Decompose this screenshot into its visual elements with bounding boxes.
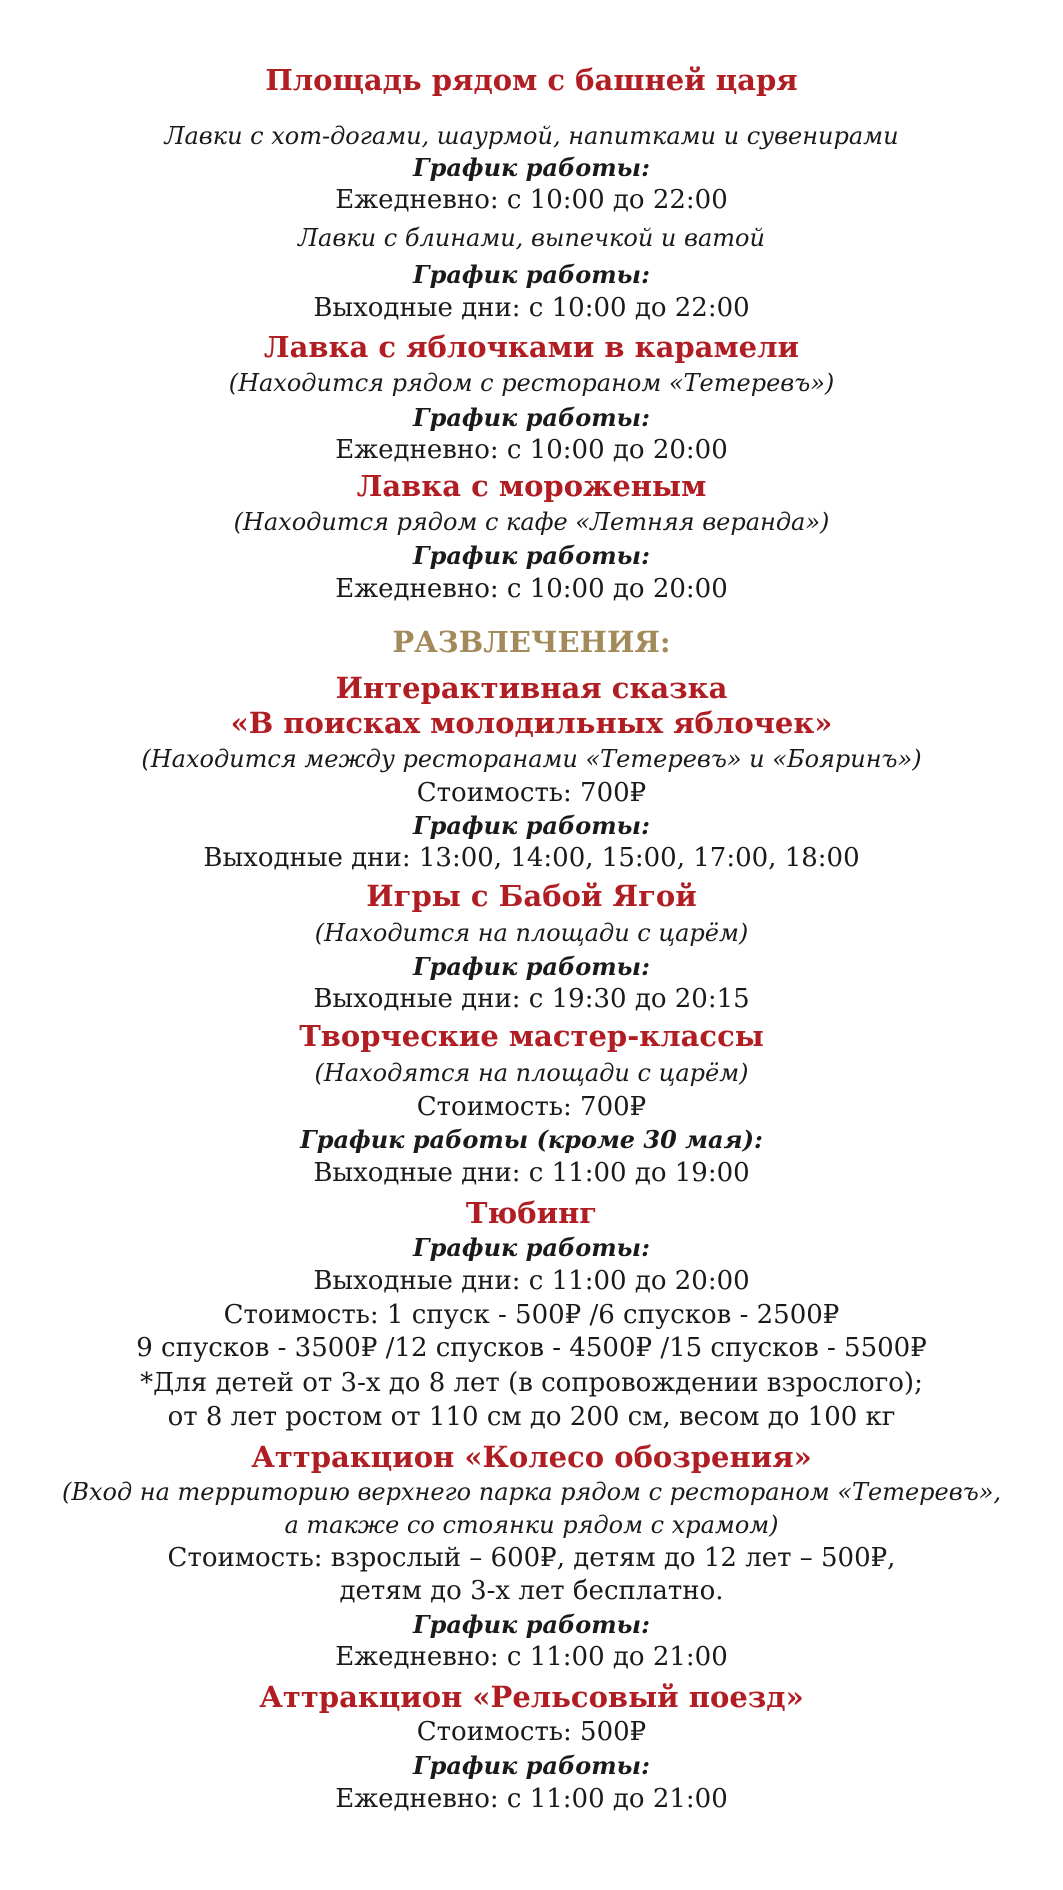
location-note: (Находится рядом с кафе «Летняя веранда») xyxy=(233,508,830,536)
location-note: (Вход на территорию верхнего парка рядом с рестораном «Тетеревъ», xyxy=(61,1478,1002,1506)
heading: Лавка с яблочками в карамели xyxy=(263,330,800,364)
heading: Аттракцион «Рельсовый поезд» xyxy=(259,1680,804,1714)
heading: Тюбинг xyxy=(465,1196,598,1230)
info-text: Ежедневно: с 10:00 до 20:00 xyxy=(335,435,728,465)
info-text: детям до 3-х лет бесплатно. xyxy=(339,1576,724,1606)
info-text: Стоимость: взрослый – 600₽, детям до 12 лет – 500₽, xyxy=(167,1543,896,1573)
heading: Лавка с мороженым xyxy=(356,469,707,503)
section-heading: РАЗВЛЕЧЕНИЯ: xyxy=(392,625,671,659)
location-note: (Находятся на площади с царём) xyxy=(314,1059,749,1087)
location-note: Лавки с хот-догами, шаурмой, напитками и сувенирами xyxy=(164,122,899,150)
info-text: Стоимость: 700₽ xyxy=(416,778,647,808)
schedule-label: График работы (кроме 30 мая): xyxy=(300,1125,763,1154)
schedule-label: График работы: xyxy=(413,1233,650,1262)
location-note: (Находится на площади с царём) xyxy=(314,919,749,947)
info-text: Ежедневно: с 10:00 до 22:00 xyxy=(335,185,728,215)
schedule-label: График работы: xyxy=(413,1610,650,1639)
info-text: Стоимость: 1 спуск - 500₽ /6 спусков - 2500₽ xyxy=(223,1300,840,1330)
info-text: *Для детей от 3-х до 8 лет (в сопровождении взрослого); xyxy=(140,1368,923,1398)
heading: Творческие мастер-классы xyxy=(299,1019,764,1053)
heading: «В поисках молодильных яблочек» xyxy=(230,706,833,740)
location-note: (Находится рядом с рестораном «Тетеревъ») xyxy=(228,369,835,397)
info-text: от 8 лет ростом от 110 см до 200 см, весом до 100 кг xyxy=(167,1402,896,1432)
info-text: Выходные дни: с 11:00 до 19:00 xyxy=(313,1158,750,1188)
info-text: Выходные дни: 13:00, 14:00, 15:00, 17:00, 18:00 xyxy=(203,843,860,873)
info-text: Ежедневно: с 11:00 до 21:00 xyxy=(335,1642,728,1672)
schedule-label: График работы: xyxy=(413,403,650,432)
info-text: Выходные дни: с 11:00 до 20:00 xyxy=(313,1266,750,1296)
location-note: а также со стоянки рядом с храмом) xyxy=(284,1511,779,1539)
info-text: 9 спусков - 3500₽ /12 спусков - 4500₽ /15 спусков - 5500₽ xyxy=(136,1333,927,1363)
heading: Аттракцион «Колесо обозрения» xyxy=(251,1440,812,1474)
info-text: Стоимость: 700₽ xyxy=(416,1092,647,1122)
schedule-label: График работы: xyxy=(413,1751,650,1780)
schedule-label: График работы: xyxy=(413,153,650,182)
info-text: Стоимость: 500₽ xyxy=(416,1717,647,1747)
schedule-label: График работы: xyxy=(413,260,650,289)
location-note: Лавки с блинами, выпечкой и ватой xyxy=(298,224,765,252)
info-text: Выходные дни: с 10:00 до 22:00 xyxy=(313,293,750,323)
heading: Интерактивная сказка xyxy=(335,671,728,705)
schedule-label: График работы: xyxy=(413,952,650,981)
info-text: Ежедневно: с 10:00 до 20:00 xyxy=(335,574,728,604)
info-text: Выходные дни: с 19:30 до 20:15 xyxy=(313,984,750,1014)
heading: Игры с Бабой Ягой xyxy=(366,879,697,913)
schedule-label: График работы: xyxy=(413,811,650,840)
info-text: Ежедневно: с 11:00 до 21:00 xyxy=(335,1784,728,1814)
heading: Площадь рядом с башней царя xyxy=(265,63,798,97)
location-note: (Находится между ресторанами «Тетеревъ» и «Бояринъ») xyxy=(141,745,922,773)
schedule-label: График работы: xyxy=(413,541,650,570)
